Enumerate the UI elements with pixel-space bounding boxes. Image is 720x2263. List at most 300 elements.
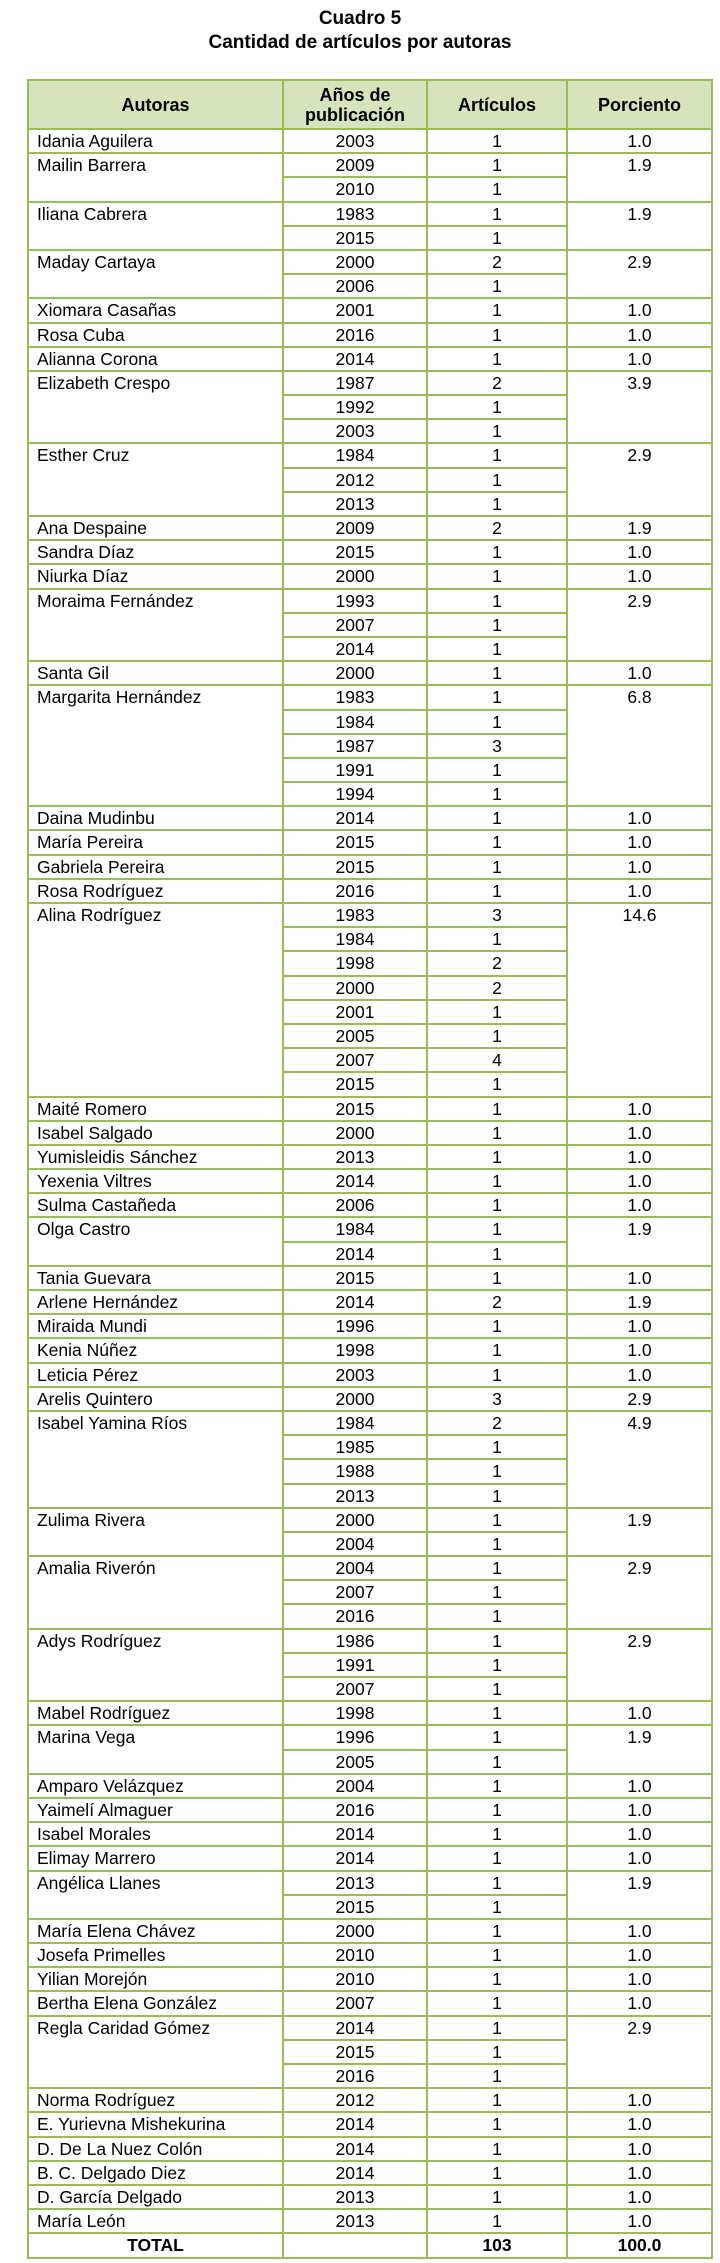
percent-value: 1.9 (567, 1725, 712, 1749)
table-row (28, 1387, 712, 1411)
author-name (28, 1895, 283, 1919)
publication-year: 2014 (283, 1290, 427, 1314)
table-row (28, 1895, 712, 1919)
article-count: 1 (427, 1363, 567, 1387)
table-header (28, 80, 712, 129)
article-count: 1 (427, 1097, 567, 1121)
publication-year: 2000 (283, 661, 427, 685)
publication-year: 2014 (283, 1822, 427, 1846)
author-name (28, 468, 283, 492)
table-caption-title: Cantidad de artículos por autoras (208, 32, 512, 53)
percent-value: 1.9 (567, 516, 712, 540)
publication-year: 2013 (283, 2209, 427, 2233)
article-count: 1 (427, 613, 567, 637)
table-row (28, 153, 712, 177)
article-count: 1 (427, 1822, 567, 1846)
publication-year: 1994 (283, 782, 427, 806)
table-row (28, 1290, 712, 1314)
table-row (28, 1701, 712, 1725)
author-name: Yilian Morejón (28, 1967, 283, 1991)
table-row (28, 419, 712, 443)
author-name (28, 1459, 283, 1483)
article-count: 1 (427, 1991, 567, 2015)
article-count: 1 (427, 1798, 567, 1822)
article-count: 1 (427, 1677, 567, 1701)
publication-year: 2010 (283, 1943, 427, 1967)
article-count: 1 (427, 2161, 567, 2185)
article-count: 1 (427, 1024, 567, 1048)
article-count: 1 (427, 274, 567, 298)
publication-year: 2014 (283, 347, 427, 371)
publication-year: 2003 (283, 1363, 427, 1387)
percent-value: 1.0 (567, 1822, 712, 1846)
table-row (28, 1145, 712, 1169)
article-count: 1 (427, 2040, 567, 2064)
article-count: 2 (427, 371, 567, 395)
publication-year: 1984 (283, 1411, 427, 1435)
author-name: Yaimelí Almaguer (28, 1798, 283, 1822)
article-count: 2 (427, 1411, 567, 1435)
author-name (28, 951, 283, 975)
author-name (28, 1604, 283, 1628)
percent-value (567, 395, 712, 419)
percent-value: 1.0 (567, 1967, 712, 1991)
table-row (28, 1846, 712, 1870)
author-name: Mailin Barrera (28, 153, 283, 177)
author-name: Angélica Llanes (28, 1871, 283, 1895)
author-name (28, 976, 283, 1000)
publication-year: 2016 (283, 323, 427, 347)
publication-year: 2014 (283, 2016, 427, 2040)
author-name: Idania Aguilera (28, 129, 283, 153)
percent-value (567, 468, 712, 492)
percent-value: 1.0 (567, 1338, 712, 1362)
article-count: 1 (427, 129, 567, 153)
table-row (28, 1338, 712, 1362)
table-row (28, 274, 712, 298)
article-count: 1 (427, 443, 567, 467)
table-row (28, 1822, 712, 1846)
article-count: 1 (427, 419, 567, 443)
table-row (28, 1532, 712, 1556)
percent-value: 1.9 (567, 153, 712, 177)
article-count: 1 (427, 1774, 567, 1798)
percent-value (567, 1435, 712, 1459)
author-name: Miraida Mundi (28, 1314, 283, 1338)
percent-value: 1.9 (567, 1508, 712, 1532)
publication-year: 2016 (283, 1604, 427, 1628)
percent-value: 1.0 (567, 1266, 712, 1290)
percent-value: 2.9 (567, 1387, 712, 1411)
author-name: Elimay Marrero (28, 1846, 283, 1870)
author-name: Niurka Díaz (28, 564, 283, 588)
author-name: Yexenia Viltres (28, 1169, 283, 1193)
table-row (28, 758, 712, 782)
table-row (28, 2064, 712, 2088)
table-row (28, 1653, 712, 1677)
percent-value: 1.0 (567, 564, 712, 588)
table-row (28, 927, 712, 951)
percent-value: 2.9 (567, 589, 712, 613)
table-row (28, 2185, 712, 2209)
percent-value: 1.9 (567, 1217, 712, 1241)
table-row (28, 1314, 712, 1338)
publication-year: 2003 (283, 129, 427, 153)
author-name (28, 1000, 283, 1024)
percent-value: 1.0 (567, 540, 712, 564)
percent-value: 1.0 (567, 1774, 712, 1798)
header-anos: Años de publicación (283, 80, 427, 129)
author-name: Amparo Velázquez (28, 1774, 283, 1798)
table-row (28, 564, 712, 588)
percent-value: 2.9 (567, 1629, 712, 1653)
percent-value: 1.0 (567, 1943, 712, 1967)
table-row (28, 734, 712, 758)
article-count: 1 (427, 226, 567, 250)
table-row (28, 2137, 712, 2161)
total-articulos: 103 (427, 2233, 567, 2257)
publication-year: 1993 (283, 589, 427, 613)
author-name (28, 1048, 283, 1072)
publication-year: 1983 (283, 685, 427, 709)
author-name: Daina Mudinbu (28, 806, 283, 830)
publication-year: 2013 (283, 2185, 427, 2209)
article-count: 2 (427, 1290, 567, 1314)
publication-year: 2014 (283, 806, 427, 830)
article-count: 1 (427, 1871, 567, 1895)
author-name: Yumisleidis Sánchez (28, 1145, 283, 1169)
percent-value: 1.0 (567, 2185, 712, 2209)
author-name (28, 1484, 283, 1508)
table-row (28, 2112, 712, 2136)
author-name (28, 419, 283, 443)
table-row (28, 1919, 712, 1943)
percent-value: 1.0 (567, 347, 712, 371)
percent-value: 4.9 (567, 1411, 712, 1435)
table-row (28, 1604, 712, 1628)
article-count: 1 (427, 1314, 567, 1338)
article-count: 1 (427, 830, 567, 854)
table-row (28, 298, 712, 322)
publication-year: 2015 (283, 1072, 427, 1096)
publication-year: 2015 (283, 2040, 427, 2064)
article-count: 1 (427, 1580, 567, 1604)
author-name: María Elena Chávez (28, 1919, 283, 1943)
percent-value: 1.0 (567, 1097, 712, 1121)
publication-year: 2000 (283, 1508, 427, 1532)
author-name (28, 1532, 283, 1556)
publication-year: 2015 (283, 830, 427, 854)
table-row (28, 1991, 712, 2015)
total-row (28, 2233, 712, 2257)
article-count: 1 (427, 1532, 567, 1556)
publication-year: 2000 (283, 250, 427, 274)
publication-year: 2007 (283, 1048, 427, 1072)
percent-value: 1.0 (567, 1314, 712, 1338)
percent-value (567, 710, 712, 734)
author-name: Olga Castro (28, 1217, 283, 1241)
percent-value (567, 758, 712, 782)
author-name: Maité Romero (28, 1097, 283, 1121)
table-row (28, 1677, 712, 1701)
article-count: 3 (427, 1387, 567, 1411)
publication-year: 2016 (283, 2064, 427, 2088)
author-name: Xiomara Casañas (28, 298, 283, 322)
author-name: Alianna Corona (28, 347, 283, 371)
author-name: Isabel Yamina Ríos (28, 1411, 283, 1435)
author-name: Iliana Cabrera (28, 202, 283, 226)
percent-value: 1.9 (567, 202, 712, 226)
author-name: Marina Vega (28, 1725, 283, 1749)
percent-value (567, 734, 712, 758)
percent-value (567, 1024, 712, 1048)
table-row (28, 250, 712, 274)
percent-value: 2.9 (567, 250, 712, 274)
publication-year: 1983 (283, 202, 427, 226)
table-row (28, 1484, 712, 1508)
percent-value (567, 1604, 712, 1628)
percent-value: 1.0 (567, 1193, 712, 1217)
table-row (28, 1871, 712, 1895)
table-row (28, 1943, 712, 1967)
article-count: 1 (427, 710, 567, 734)
publication-year: 2007 (283, 1991, 427, 2015)
table-row (28, 1411, 712, 1435)
publication-year: 1996 (283, 1314, 427, 1338)
article-count: 1 (427, 1750, 567, 1774)
table-row (28, 976, 712, 1000)
percent-value: 1.0 (567, 1169, 712, 1193)
author-name: Isabel Salgado (28, 1121, 283, 1145)
percent-value (567, 1242, 712, 1266)
publication-year: 1996 (283, 1725, 427, 1749)
publication-year: 2004 (283, 1774, 427, 1798)
percent-value (567, 2040, 712, 2064)
percent-value (567, 951, 712, 975)
table-row (28, 951, 712, 975)
publication-year: 2012 (283, 468, 427, 492)
table-row (28, 1556, 712, 1580)
article-count: 1 (427, 1967, 567, 1991)
article-count: 3 (427, 734, 567, 758)
table-row (28, 443, 712, 467)
publication-year: 2001 (283, 298, 427, 322)
publication-year: 2014 (283, 2161, 427, 2185)
article-count: 1 (427, 1846, 567, 1870)
author-name: Margarita Hernández (28, 685, 283, 709)
article-count: 1 (427, 1725, 567, 1749)
percent-value: 6.8 (567, 685, 712, 709)
table-row (28, 1798, 712, 1822)
article-count: 1 (427, 298, 567, 322)
percent-value: 1.0 (567, 298, 712, 322)
percent-value (567, 1532, 712, 1556)
table-row (28, 2016, 712, 2040)
author-name (28, 782, 283, 806)
author-name: Kenia Núñez (28, 1338, 283, 1362)
publication-year: 2007 (283, 1677, 427, 1701)
percent-value: 1.0 (567, 2137, 712, 2161)
percent-value (567, 177, 712, 201)
article-count: 1 (427, 1556, 567, 1580)
author-name (28, 734, 283, 758)
percent-value: 1.9 (567, 1871, 712, 1895)
article-count: 1 (427, 1193, 567, 1217)
author-name: Elizabeth Crespo (28, 371, 283, 395)
author-name: Rosa Cuba (28, 323, 283, 347)
article-count: 1 (427, 927, 567, 951)
publication-year: 2000 (283, 976, 427, 1000)
percent-value: 1.0 (567, 661, 712, 685)
table-row (28, 1024, 712, 1048)
article-count: 1 (427, 758, 567, 782)
author-name (28, 1242, 283, 1266)
publication-year: 2013 (283, 492, 427, 516)
table-row (28, 1725, 712, 1749)
author-name (28, 395, 283, 419)
article-count: 1 (427, 2088, 567, 2112)
publication-year: 2014 (283, 1242, 427, 1266)
publication-year: 1984 (283, 927, 427, 951)
article-count: 1 (427, 1435, 567, 1459)
article-count: 1 (427, 637, 567, 661)
table-row (28, 1072, 712, 1096)
percent-value: 1.0 (567, 129, 712, 153)
article-count: 1 (427, 855, 567, 879)
percent-value (567, 1895, 712, 1919)
publication-year: 1992 (283, 395, 427, 419)
percent-value: 1.0 (567, 1121, 712, 1145)
publication-year: 1998 (283, 951, 427, 975)
table-row (28, 1363, 712, 1387)
publication-year: 1998 (283, 1701, 427, 1725)
percent-value (567, 226, 712, 250)
percent-value (567, 1459, 712, 1483)
article-count: 1 (427, 1072, 567, 1096)
percent-value (567, 1677, 712, 1701)
table-row (28, 1266, 712, 1290)
publication-year: 2004 (283, 1556, 427, 1580)
percent-value: 1.0 (567, 1798, 712, 1822)
percent-value (567, 976, 712, 1000)
percent-value (567, 1653, 712, 1677)
author-name: Sandra Díaz (28, 540, 283, 564)
table-row (28, 685, 712, 709)
author-name: Esther Cruz (28, 443, 283, 467)
percent-value (567, 1750, 712, 1774)
publication-year: 2000 (283, 1121, 427, 1145)
author-name (28, 1677, 283, 1701)
table-row (28, 830, 712, 854)
publication-year: 2013 (283, 1871, 427, 1895)
article-count: 1 (427, 685, 567, 709)
percent-value: 1.0 (567, 2209, 712, 2233)
table-row (28, 1967, 712, 1991)
author-name: Tania Guevara (28, 1266, 283, 1290)
article-count: 1 (427, 540, 567, 564)
article-count: 1 (427, 661, 567, 685)
percent-value: 1.0 (567, 2112, 712, 2136)
table-row (28, 2040, 712, 2064)
table-row (28, 177, 712, 201)
table-row (28, 516, 712, 540)
publication-year: 1983 (283, 903, 427, 927)
author-name: Arelis Quintero (28, 1387, 283, 1411)
percent-value: 1.0 (567, 1363, 712, 1387)
percent-value: 1.0 (567, 2088, 712, 2112)
publication-year: 1998 (283, 1338, 427, 1362)
publication-year: 1985 (283, 1435, 427, 1459)
table-row (28, 1242, 712, 1266)
publication-year: 2013 (283, 1145, 427, 1169)
percent-value: 1.0 (567, 1145, 712, 1169)
author-name: Arlene Hernández (28, 1290, 283, 1314)
author-name (28, 274, 283, 298)
publication-year: 2014 (283, 1846, 427, 1870)
article-count: 2 (427, 976, 567, 1000)
publication-year: 2015 (283, 855, 427, 879)
article-count: 1 (427, 806, 567, 830)
publication-year: 2014 (283, 2137, 427, 2161)
author-name: Adys Rodríguez (28, 1629, 283, 1653)
publication-year: 2007 (283, 1580, 427, 1604)
percent-value: 1.0 (567, 2161, 712, 2185)
percent-value: 1.0 (567, 1701, 712, 1725)
percent-value (567, 1580, 712, 1604)
article-count: 1 (427, 1484, 567, 1508)
table-row (28, 347, 712, 371)
article-count: 1 (427, 1242, 567, 1266)
article-count: 1 (427, 347, 567, 371)
table-row (28, 1508, 712, 1532)
publication-year: 2003 (283, 419, 427, 443)
percent-value: 1.0 (567, 323, 712, 347)
author-name: Mabel Rodríguez (28, 1701, 283, 1725)
publication-year: 1984 (283, 443, 427, 467)
article-count: 1 (427, 153, 567, 177)
percent-value (567, 274, 712, 298)
author-name (28, 177, 283, 201)
table-row (28, 1750, 712, 1774)
article-count: 1 (427, 1895, 567, 1919)
author-name: Bertha Elena González (28, 1991, 283, 2015)
total-porciento: 100.0 (567, 2233, 712, 2257)
article-count: 2 (427, 516, 567, 540)
article-count: 1 (427, 1508, 567, 1532)
percent-value (567, 492, 712, 516)
publication-year: 2016 (283, 1798, 427, 1822)
article-count: 1 (427, 1000, 567, 1024)
percent-value (567, 419, 712, 443)
article-count: 1 (427, 1145, 567, 1169)
publication-year: 2014 (283, 637, 427, 661)
author-name: Regla Caridad Gómez (28, 2016, 283, 2040)
percent-value (567, 1484, 712, 1508)
author-name (28, 927, 283, 951)
article-count: 1 (427, 1604, 567, 1628)
author-name: Santa Gil (28, 661, 283, 685)
percent-value (567, 927, 712, 951)
author-name: Norma Rodríguez (28, 2088, 283, 2112)
author-name (28, 2064, 283, 2088)
article-count: 1 (427, 1919, 567, 1943)
author-name (28, 710, 283, 734)
article-count: 1 (427, 177, 567, 201)
article-count: 1 (427, 2137, 567, 2161)
article-count: 1 (427, 1629, 567, 1653)
publication-year: 2012 (283, 2088, 427, 2112)
publication-year: 2007 (283, 613, 427, 637)
